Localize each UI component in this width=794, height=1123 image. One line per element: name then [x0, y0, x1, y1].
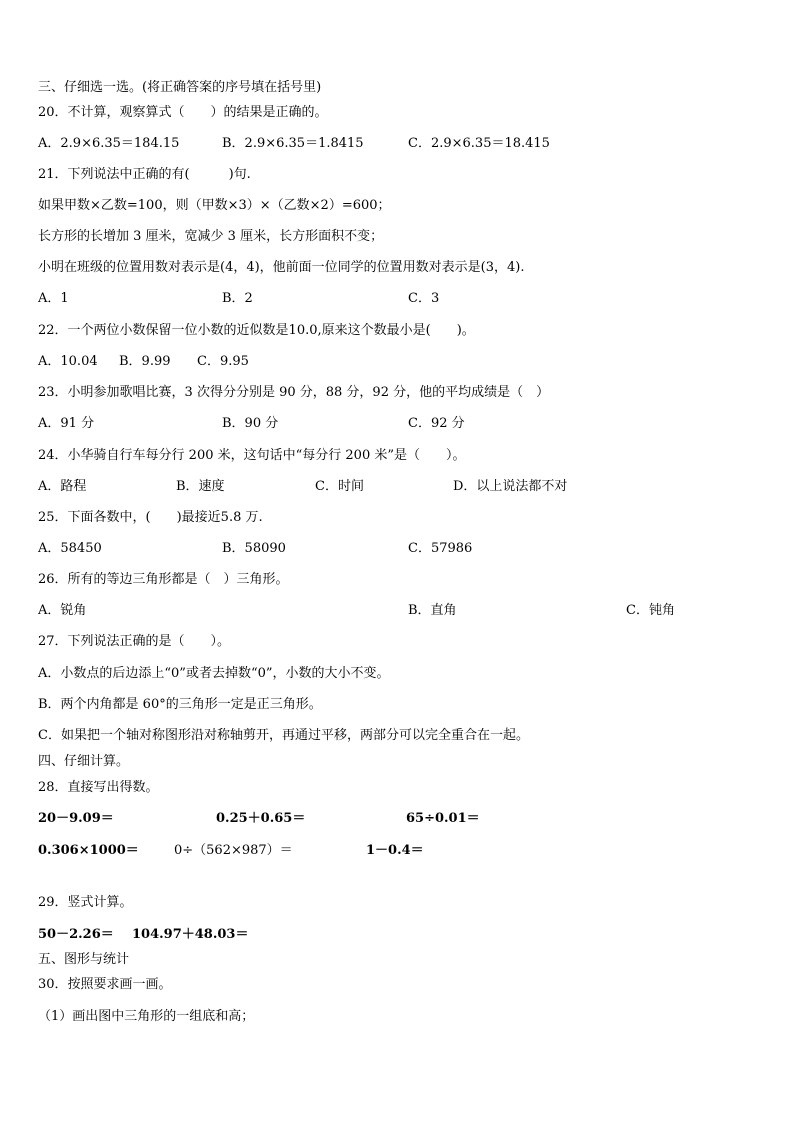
question-24-stem: 24．小华骑自行车每分行 200 米，这句话中“每分行 200 米”是（ ）。	[38, 448, 466, 463]
q28-item-5: 0÷（562×987）＝	[174, 843, 293, 858]
question-26-stem: 26．所有的等边三角形都是（ ）三角形。	[38, 572, 289, 587]
q26-option-c: C．钝角	[626, 603, 675, 618]
q23-option-a: A．91 分	[38, 416, 95, 431]
q21-statement-3: 小明在班级的位置用数对表示是(4，4)，他前面一位同学的位置用数对表示是(3，4).	[38, 260, 525, 275]
q21-option-b: B．2	[222, 291, 253, 306]
q28-item-1: 20－9.09＝	[38, 811, 114, 826]
question-27-stem: 27．下列说法正确的是（ ）。	[38, 634, 231, 649]
q20-option-c: C．2.9×6.35＝18.415	[408, 136, 550, 151]
q24-option-a: A．路程	[38, 479, 87, 494]
question-20-stem: 20．不计算，观察算式（ ）的结果是正确的。	[38, 105, 328, 120]
question-23-stem: 23．小明参加歌唱比赛，3 次得分分别是 90 分，88 分，92 分，他的平均成绩是（ ）	[38, 385, 550, 400]
q26-option-b: B．直角	[408, 603, 457, 618]
q21-option-c: C．3	[408, 291, 440, 306]
q22-option-b: B．9.99	[119, 354, 171, 369]
section-4-heading: 四、仔细计算。	[38, 754, 130, 769]
q22-option-c: C．9.95	[197, 354, 249, 369]
q21-statement-2: 长方形的长增加 3 厘米，宽减少 3 厘米，长方形面积不变；	[38, 229, 384, 244]
q21-statement-1: 如果甲数×乙数=100，则（甲数×3）×（乙数×2）=600；	[38, 198, 391, 213]
question-28-stem: 28．直接写出得数。	[38, 780, 159, 795]
q24-option-c: C．时间	[315, 479, 364, 494]
q26-option-a: A．锐角	[38, 603, 87, 618]
question-25-stem: 25．下面各数中，( )最接近5.8 万.	[38, 510, 263, 525]
q27-option-b: B．两个内角都是 60°的三角形一定是正三角形。	[38, 697, 322, 712]
q27-option-a: A．小数点的后边添上“0”或者去掉数“0”，小数的大小不变。	[38, 666, 390, 681]
section-5-heading: 五、图形与统计	[38, 952, 130, 967]
q29-item-2: 104.97＋48.03＝	[132, 927, 249, 942]
q25-option-a: A．58450	[38, 541, 102, 556]
q20-option-a: A．2.9×6.35＝184.15	[38, 136, 180, 151]
q30-subquestion-1: （1）画出图中三角形的一组底和高；	[38, 1009, 255, 1024]
q28-item-2: 0.25＋0.65＝	[216, 811, 306, 826]
q20-option-b: B．2.9×6.35＝1.8415	[222, 136, 364, 151]
q28-item-6: 1－0.4＝	[366, 843, 424, 858]
q23-option-b: B．90 分	[222, 416, 279, 431]
q25-option-b: B．58090	[222, 541, 286, 556]
q24-option-d: D．以上说法都不对	[453, 479, 568, 494]
q28-item-4: 0.306×1000＝	[38, 843, 139, 858]
section-3-heading: 三、仔细选一选。(将正确答案的序号填在括号里)	[38, 80, 322, 95]
question-30-stem: 30．按照要求画一画。	[38, 977, 172, 992]
q21-option-a: A．1	[38, 291, 69, 306]
q29-item-1: 50－2.26＝	[38, 927, 114, 942]
question-29-stem: 29．竖式计算。	[38, 895, 133, 910]
q27-option-c: C．如果把一个轴对称图形沿对称轴剪开，再通过平移，两部分可以完全重合在一起。	[38, 728, 529, 743]
q22-option-a: A．10.04	[38, 354, 98, 369]
question-22-stem: 22．一个两位小数保留一位小数的近似数是10.0,原来这个数最小是( )。	[38, 323, 475, 338]
q25-option-c: C．57986	[408, 541, 473, 556]
q24-option-b: B．速度	[176, 479, 225, 494]
question-21-stem: 21．下列说法中正确的有( )句.	[38, 167, 251, 182]
q23-option-c: C．92 分	[408, 416, 465, 431]
q28-item-3: 65÷0.01＝	[406, 811, 480, 826]
